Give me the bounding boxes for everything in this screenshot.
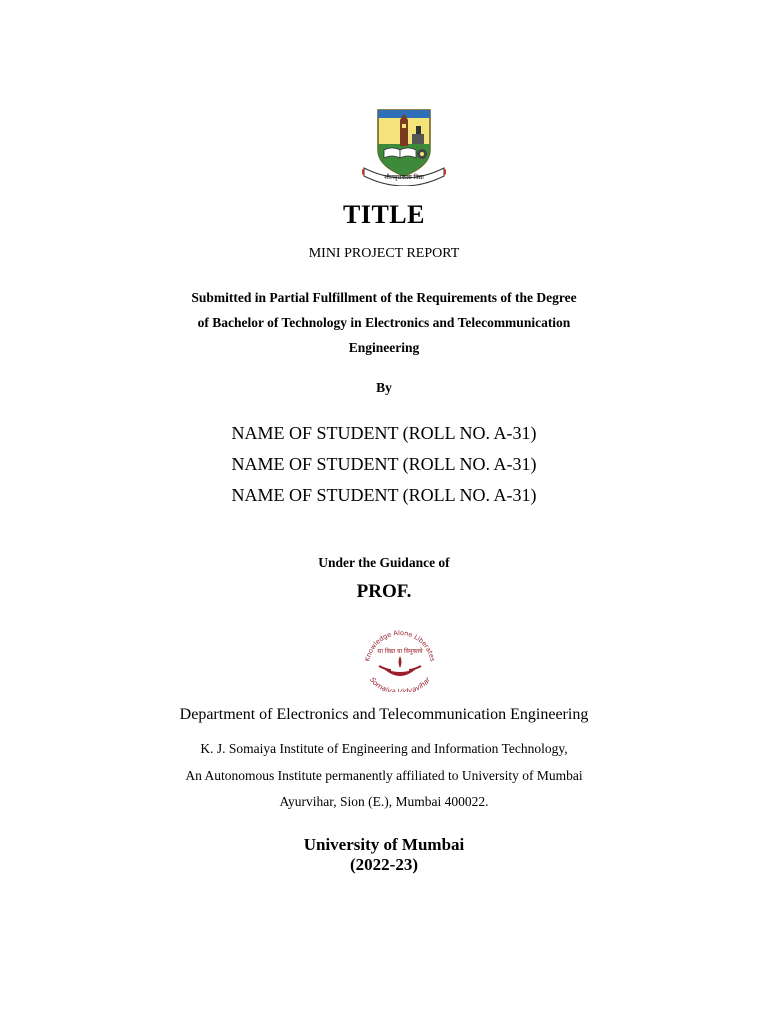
department-name: Department of Electronics and Telecommunication Engineering xyxy=(179,706,589,723)
university-crest-logo xyxy=(362,106,446,186)
university-crest-icon xyxy=(362,106,446,186)
student-name: NAME OF STUDENT (ROLL NO. A-31) xyxy=(231,485,537,505)
crest-motto: शीलवृत्तफला विद्या xyxy=(384,174,424,181)
academic-year: (2022-23) xyxy=(350,855,418,874)
somaiya-logo xyxy=(359,626,441,692)
submission-line: of Bachelor of Technology in Electronics and Telecommunication xyxy=(197,315,571,330)
student-name: NAME OF STUDENT (ROLL NO. A-31) xyxy=(231,454,537,474)
institute-line: An Autonomous Institute permanently affiliated to University of Mumbai xyxy=(185,767,583,783)
by-label: By xyxy=(376,380,392,395)
institute-details xyxy=(0,736,768,816)
somaiya-lamp-icon xyxy=(359,626,441,692)
somaiya-motto-top: Knowledge Alone Liberates xyxy=(363,628,437,663)
student-name: NAME OF STUDENT (ROLL NO. A-31) xyxy=(231,423,537,443)
submission-statement xyxy=(0,285,768,360)
report-title: TITLE xyxy=(343,200,425,229)
student-list xyxy=(0,418,768,511)
submission-line: Engineering xyxy=(348,340,420,355)
guide-name: PROF. xyxy=(356,581,412,602)
submission-line: Submitted in Partial Fulfillment of the Requirements of the Degree xyxy=(191,290,577,305)
svg-text:Somaiya Vidyavihar xyxy=(368,675,433,692)
somaiya-name: Somaiya Vidyavihar xyxy=(367,675,433,692)
institute-line: Ayurvihar, Sion (E.), Mumbai 400022. xyxy=(279,794,489,809)
university-name: University of Mumbai xyxy=(303,835,465,854)
guidance-label: Under the Guidance of xyxy=(318,555,450,570)
somaiya-motto-hindi: सा विद्या या विमुक्तये xyxy=(377,648,423,655)
institute-line: K. J. Somaiya Institute of Engineering and Information Technology, xyxy=(200,741,568,756)
university-block xyxy=(0,835,768,875)
report-type: MINI PROJECT REPORT xyxy=(308,246,460,261)
